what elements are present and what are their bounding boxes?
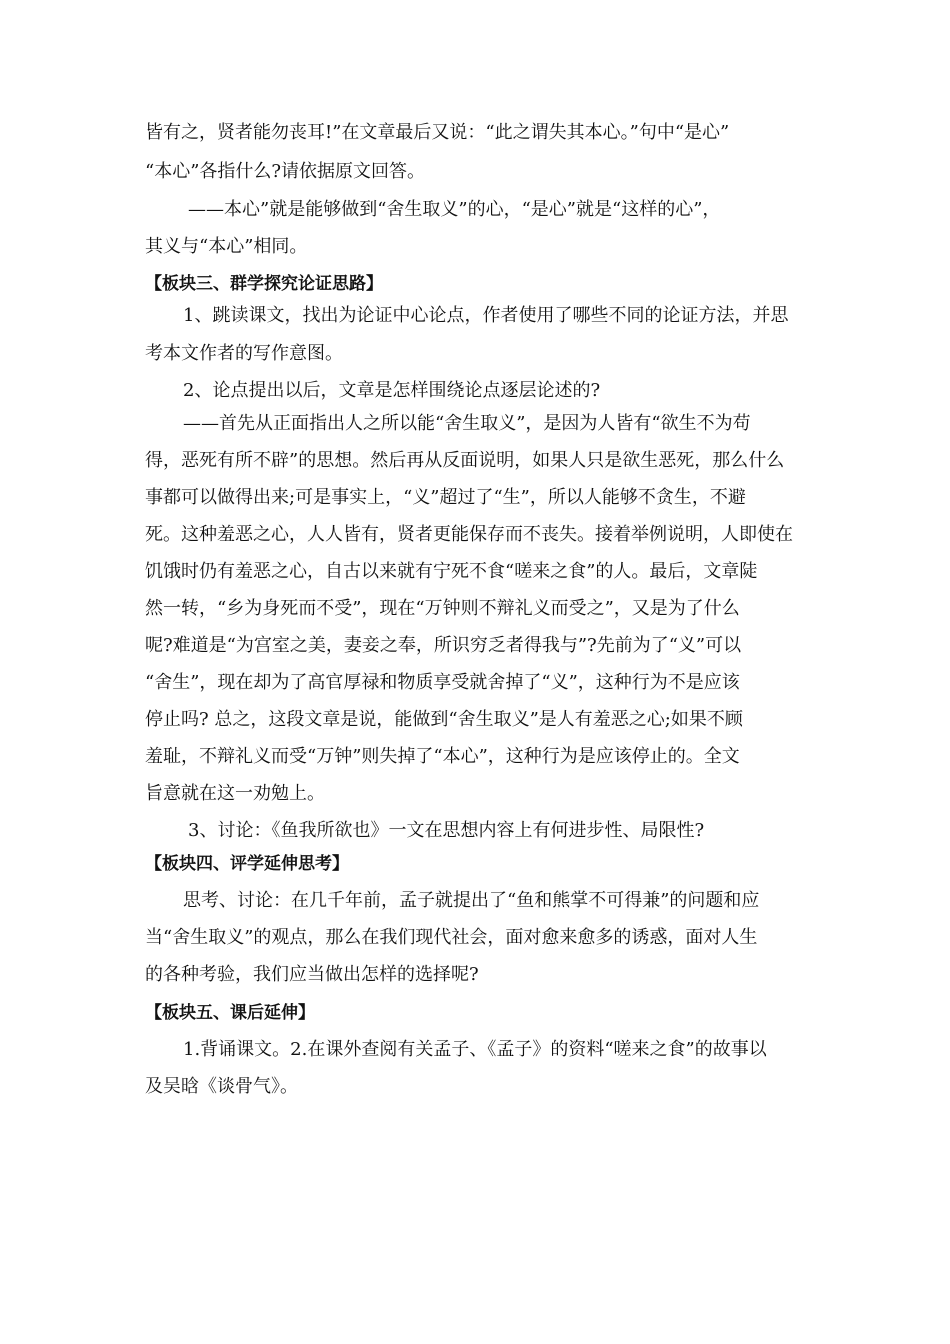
body-line: 当“舍生取义”的观点，那么在我们现代社会，面对愈来愈多的诱惑，面对人生: [145, 927, 758, 948]
body-line: 呢?难道是“为宫室之美，妻妾之奉，所识穷乏者得我与”?先前为了“义”可以: [145, 635, 742, 656]
body-line: 思考、讨论：在几千年前，孟子就提出了“鱼和熊掌不可得兼”的问题和应: [183, 890, 760, 911]
body-line: “本心”各指什么?请依据原文回答。: [145, 161, 426, 182]
body-line: 皆有之，贤者能勿丧耳!”在文章最后又说：“此之谓失其本心。”句中“是心”: [145, 122, 730, 143]
question-2: 2、论点提出以后，文章是怎样围绕论点逐层论述的?: [183, 380, 601, 401]
body-line: 旨意就在这一劝勉上。: [145, 783, 325, 804]
body-line: “舍生”，现在却为了高官厚禄和物质享受就舍掉了“义”，这种行为不是应该: [145, 672, 740, 693]
question-3: 3、讨论：《鱼我所欲也》一文在思想内容上有何进步性、局限性?: [188, 820, 705, 841]
body-line: 得，恶死有所不辟”的思想。然后再从反面说明，如果人只是欲生恶死，那么什么: [145, 450, 785, 471]
body-line: 然一转，“乡为身死而不受”，现在“万钟则不辩礼义而受之”，又是为了什么: [145, 598, 740, 619]
section-heading-4: 【板块四、评学延伸思考】: [145, 854, 349, 874]
section-heading-5: 【板块五、课后延伸】: [145, 1003, 315, 1023]
body-line: 停止吗? 总之，这段文章是说，能做到“舍生取义”是人有羞恶之心;如果不顾: [145, 709, 743, 730]
body-line: 羞耻，不辩礼义而受“万钟”则失掉了“本心”，这种行为是应该停止的。全文: [145, 746, 740, 767]
answer-line: ——首先从正面指出人之所以能“舍生取义”，是因为人皆有“欲生不为苟: [183, 413, 751, 434]
body-line: 死。这种羞恶之心，人人皆有，贤者更能保存而不丧失。接着举例说明，人即使在: [145, 524, 793, 545]
body-line: 及吴晗《谈骨气》。: [145, 1076, 298, 1097]
section-heading-3: 【板块三、群学探究论证思路】: [145, 274, 383, 294]
question-1: 1、跳读课文，找出为论证中心论点，作者使用了哪些不同的论证方法，并思: [183, 305, 789, 326]
body-line: 考本文作者的写作意图。: [145, 343, 343, 364]
body-line: 其义与“本心”相同。: [145, 236, 308, 257]
body-line: 1.背诵课文。2.在课外查阅有关孟子、《孟子》的资料“嗟来之食”的故事以: [183, 1039, 767, 1060]
body-line: 事都可以做得出来;可是事实上，“义”超过了“生”，所以人能够不贪生，不避: [145, 487, 746, 508]
body-line: 饥饿时仍有羞恶之心，自古以来就有宁死不食“嗟来之食”的人。最后，文章陡: [145, 561, 758, 582]
answer-line: ——本心”就是能够做到“舍生取义”的心，“是心”就是“这样的心”，: [188, 199, 721, 220]
body-line: 的各种考验，我们应当做出怎样的选择呢?: [145, 964, 479, 985]
